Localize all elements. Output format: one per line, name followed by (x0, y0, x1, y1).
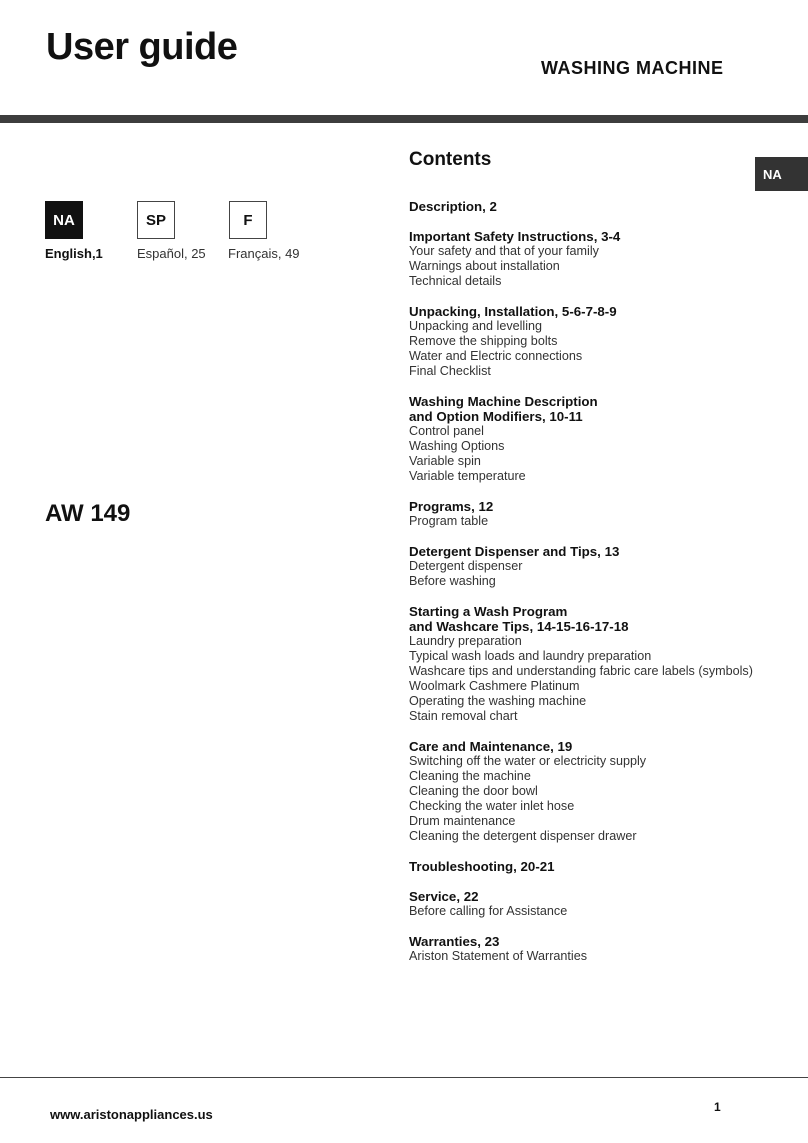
toc-item: Water and Electric connections (409, 349, 583, 363)
language-label-sp: Español, 25 (137, 246, 206, 261)
toc-heading: Washing Machine Description (409, 394, 598, 409)
toc-item: Stain removal chart (409, 709, 518, 723)
toc-item: Operating the washing machine (409, 694, 587, 708)
toc-section (409, 499, 799, 529)
toc-section (409, 604, 799, 724)
toc-item: Unpacking and levelling (409, 319, 543, 333)
footer-divider (0, 1077, 808, 1078)
toc-item: Program table (409, 514, 489, 528)
toc-section (409, 889, 799, 919)
toc-item: Remove the shipping bolts (409, 334, 558, 348)
toc-section (409, 739, 799, 844)
contents-title: Contents (409, 149, 492, 170)
toc-heading: Detergent Dispenser and Tips, 13 (409, 544, 620, 559)
footer-url[interactable]: www.aristonappliances.us (50, 1107, 213, 1122)
toc-heading: and Option Modifiers, 10-11 (409, 409, 583, 424)
header-divider (0, 115, 808, 123)
page-number: 1 (714, 1100, 721, 1114)
toc-item: Cleaning the machine (409, 769, 531, 783)
toc-heading: Important Safety Instructions, 3-4 (409, 229, 621, 244)
toc-item: Cleaning the door bowl (409, 784, 538, 798)
toc-section (409, 199, 799, 214)
toc-heading: Description, 2 (409, 199, 497, 214)
document-subtitle: WASHING MACHINE (541, 58, 724, 78)
toc-item: Laundry preparation (409, 634, 522, 648)
toc-section (409, 229, 799, 289)
toc-heading: and Washcare Tips, 14-15-16-17-18 (409, 619, 629, 634)
toc-heading: Programs, 12 (409, 499, 494, 514)
toc-item: Typical wash loads and laundry preparation (409, 649, 652, 663)
toc-item: Washing Options (409, 439, 505, 453)
language-side-tab: NA (755, 157, 808, 191)
toc-item: Before calling for Assistance (409, 904, 568, 918)
toc-section (409, 934, 799, 964)
page-title: User guide (46, 26, 238, 68)
toc-item: Washcare tips and understanding fabric care labels (symbols) (409, 664, 753, 678)
language-label-na: English,1 (45, 246, 103, 261)
toc-item: Variable temperature (409, 469, 526, 483)
toc-heading: Troubleshooting, 20-21 (409, 859, 555, 874)
toc-item: Before washing (409, 574, 496, 588)
toc-section (409, 394, 799, 484)
table-of-contents (409, 148, 799, 979)
toc-heading: Unpacking, Installation, 5-6-7-8-9 (409, 304, 617, 319)
toc-item: Technical details (409, 274, 502, 288)
toc-section (409, 859, 799, 874)
toc-heading: Starting a Wash Program (409, 604, 568, 619)
toc-heading: Care and Maintenance, 19 (409, 739, 573, 754)
toc-item: Warnings about installation (409, 259, 560, 273)
language-box-f[interactable]: F (229, 201, 267, 239)
toc-item: Control panel (409, 424, 484, 438)
toc-heading: Warranties, 23 (409, 934, 500, 949)
toc-item: Checking the water inlet hose (409, 799, 575, 813)
toc-heading: Service, 22 (409, 889, 479, 904)
toc-section (409, 304, 799, 379)
toc-item: Final Checklist (409, 364, 491, 378)
toc-item: Ariston Statement of Warranties (409, 949, 588, 963)
language-label-f: Français, 49 (228, 246, 300, 261)
model-number: AW 149 (45, 500, 131, 527)
toc-item: Woolmark Cashmere Platinum (409, 679, 580, 693)
toc-item: Detergent dispenser (409, 559, 523, 573)
toc-item: Switching off the water or electricity supply (409, 754, 647, 768)
toc-item: Your safety and that of your family (409, 244, 599, 258)
toc-sections (409, 199, 799, 964)
toc-item: Variable spin (409, 454, 481, 468)
language-box-sp[interactable]: SP (137, 201, 175, 239)
toc-section (409, 544, 799, 589)
toc-item: Drum maintenance (409, 814, 516, 828)
language-box-na[interactable]: NA (45, 201, 83, 239)
toc-item: Cleaning the detergent dispenser drawer (409, 829, 637, 843)
